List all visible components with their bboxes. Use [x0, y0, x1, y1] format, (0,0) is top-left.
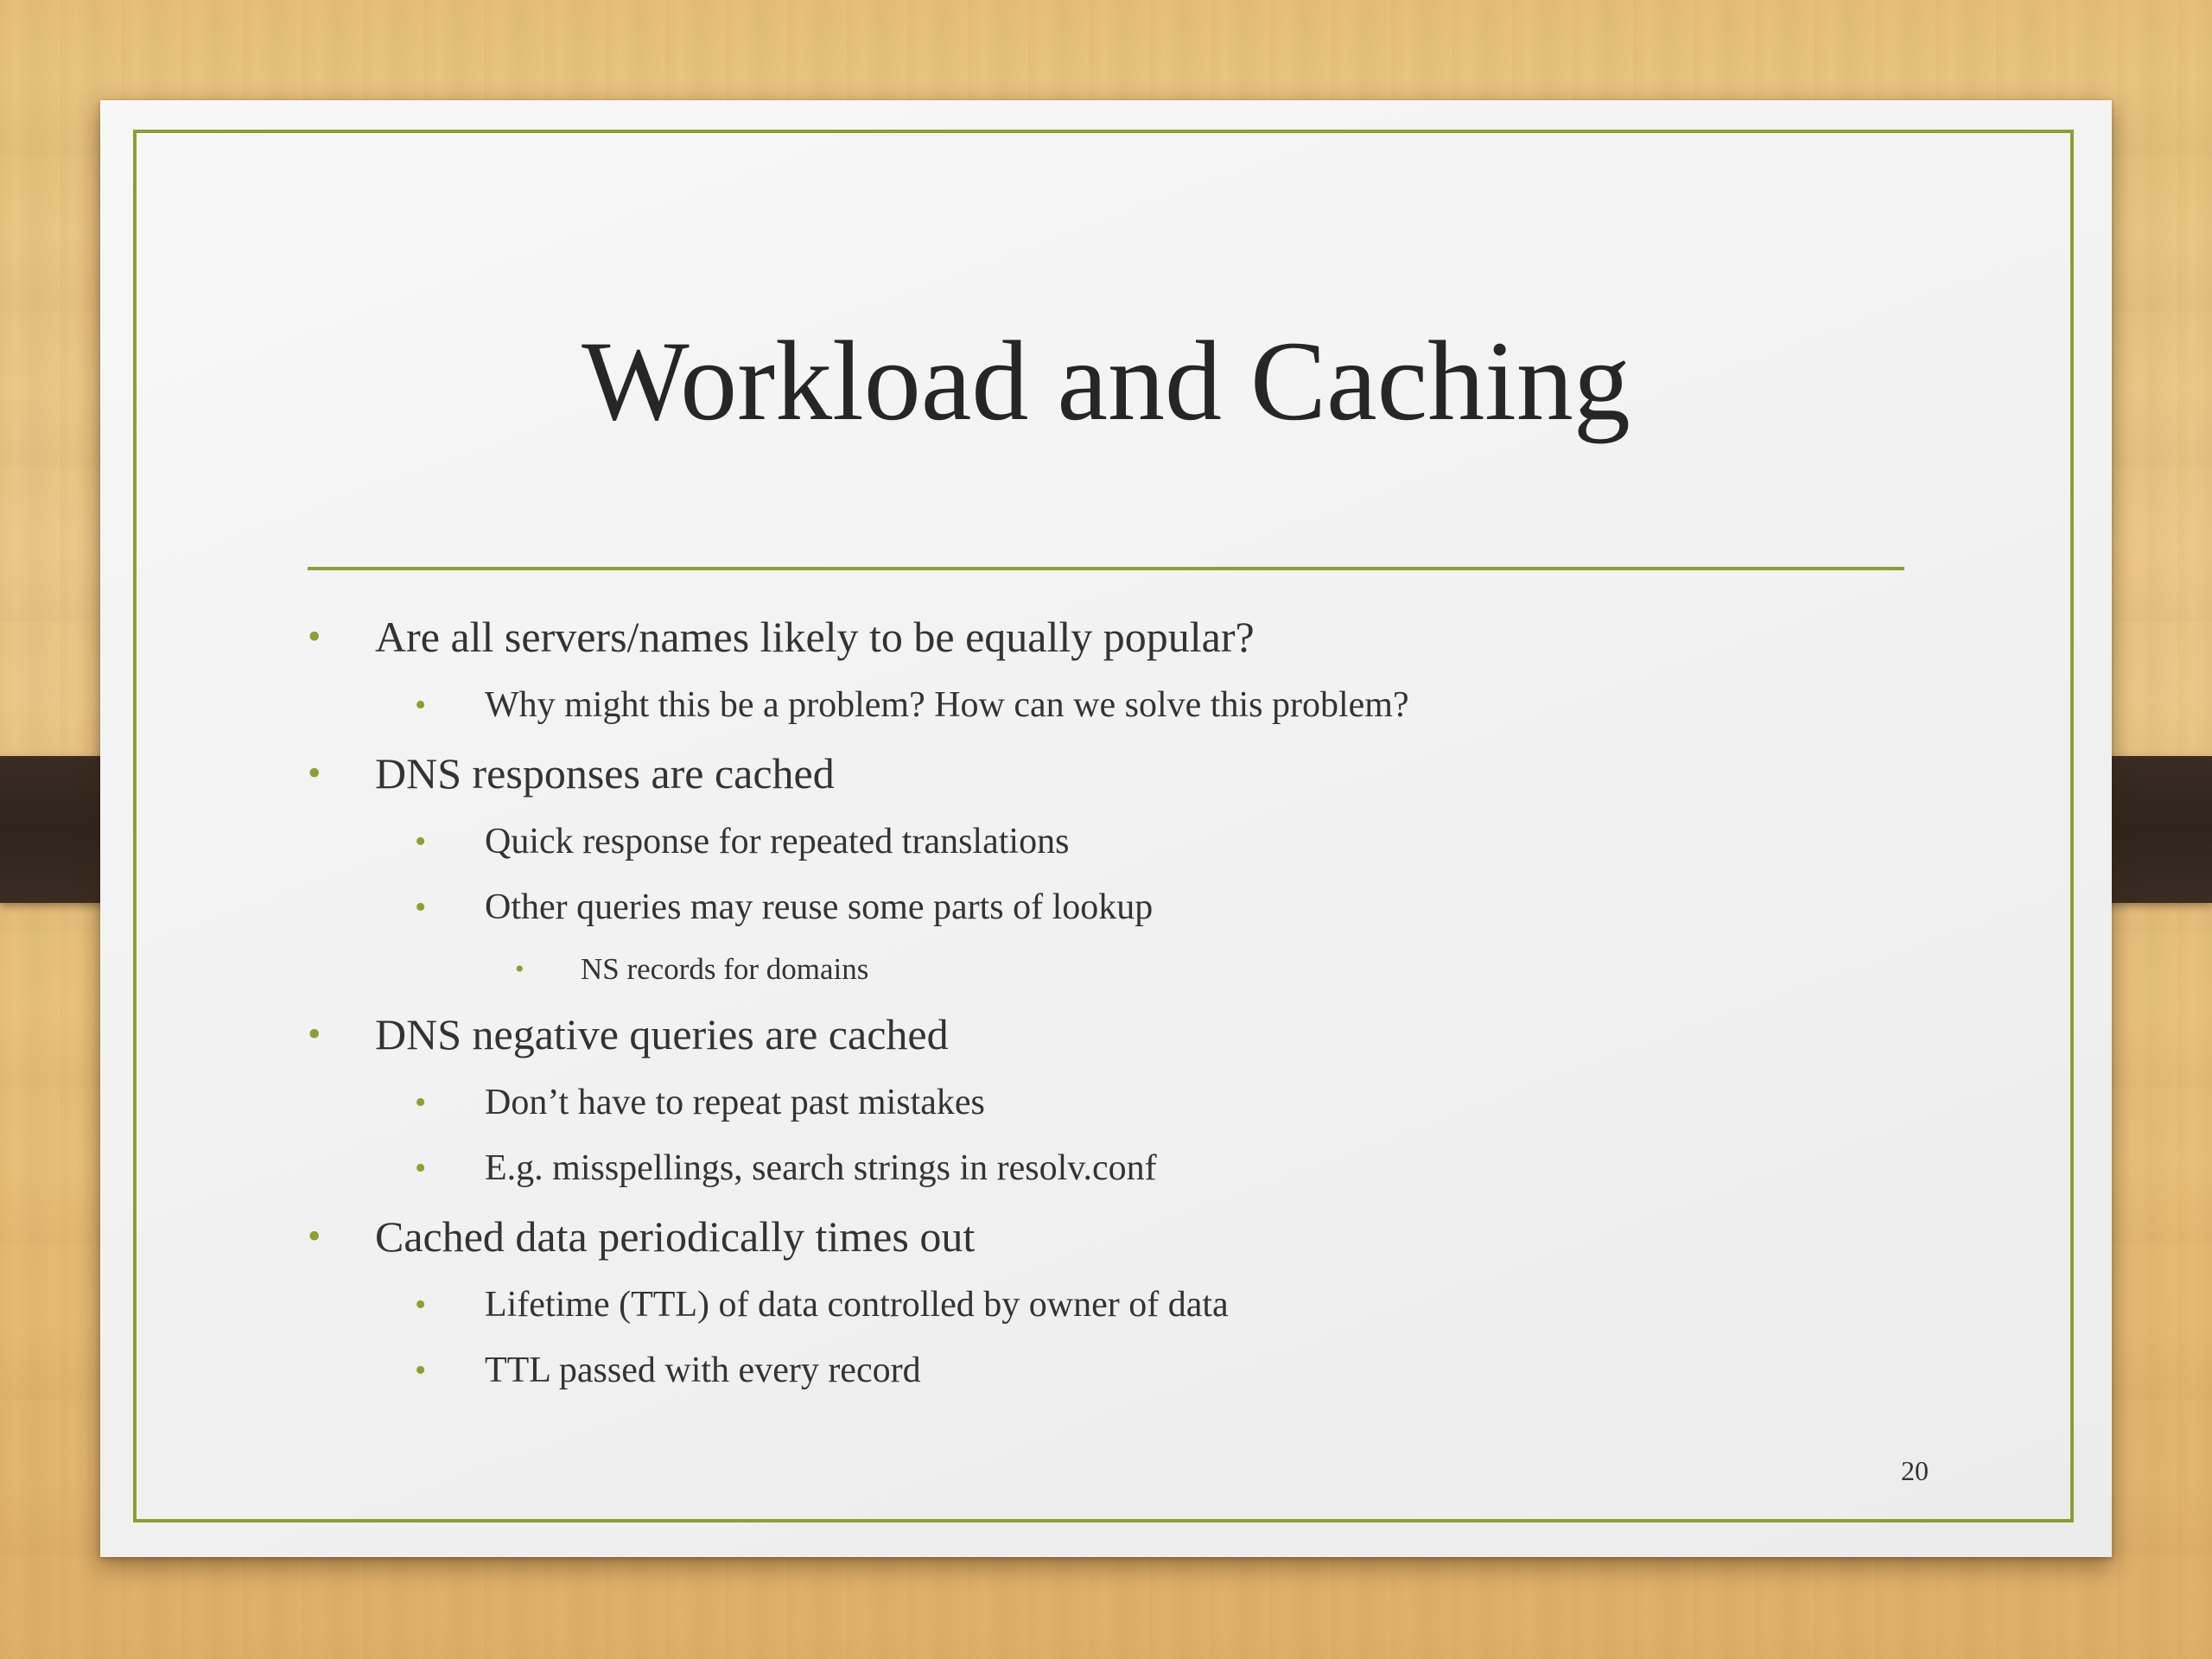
bullet-dot-icon: •: [415, 687, 427, 723]
bullet-dot-icon: •: [308, 1013, 321, 1055]
title-divider: [308, 567, 1904, 570]
bullet-dot-icon: •: [515, 955, 524, 983]
bullet-item-level-2: [308, 1135, 1949, 1201]
bullet-dot-icon: •: [415, 1287, 427, 1323]
bullet-text: Don’t have to repeat past mistakes: [485, 1083, 985, 1122]
slide: [100, 100, 2112, 1557]
bullet-list: [308, 601, 1949, 1403]
bullet-text: Cached data periodically times out: [375, 1212, 976, 1261]
bullet-item-level-1: [308, 1201, 1949, 1272]
bullet-item-level-2: [308, 1070, 1949, 1135]
bullet-text: TTL passed with every record: [485, 1351, 921, 1390]
bullet-item-level-3: [308, 940, 1949, 999]
bullet-dot-icon: •: [415, 1352, 427, 1389]
bullet-dot-icon: •: [415, 889, 427, 925]
bullet-dot-icon: •: [415, 823, 427, 860]
bullet-item-level-2: [308, 672, 1949, 738]
bullet-item-level-1: [308, 999, 1949, 1070]
bullet-text: Quick response for repeated translations: [485, 822, 1070, 861]
bullet-text: DNS negative queries are cached: [375, 1010, 949, 1058]
bullet-dot-icon: •: [415, 1084, 427, 1121]
bullet-item-level-2: [308, 1338, 1949, 1403]
bullet-dot-icon: •: [308, 752, 321, 794]
page-number: 20: [1901, 1455, 1929, 1486]
bullet-item-level-2: [308, 809, 1949, 874]
bullet-dot-icon: •: [308, 1215, 321, 1257]
bullet-dot-icon: •: [308, 615, 321, 658]
bullet-item-level-2: [308, 874, 1949, 940]
slide-title: Workload and Caching: [582, 317, 1630, 444]
bullet-text: E.g. misspellings, search strings in resolv.conf: [485, 1148, 1157, 1188]
bullet-item-level-1: [308, 601, 1949, 672]
bullet-dot-icon: •: [415, 1150, 427, 1186]
bullet-text: Lifetime (TTL) of data controlled by owner of data: [485, 1285, 1229, 1325]
bullet-text: Are all servers/names likely to be equally popular?: [375, 613, 1255, 661]
bullet-text: NS records for domains: [581, 952, 869, 986]
bullet-item-level-2: [308, 1272, 1949, 1338]
bullet-text: DNS responses are cached: [375, 749, 835, 798]
bullet-item-level-1: [308, 738, 1949, 809]
bullet-text: Why might this be a problem? How can we solve this problem?: [485, 685, 1409, 725]
bullet-text: Other queries may reuse some parts of lookup: [485, 887, 1154, 927]
